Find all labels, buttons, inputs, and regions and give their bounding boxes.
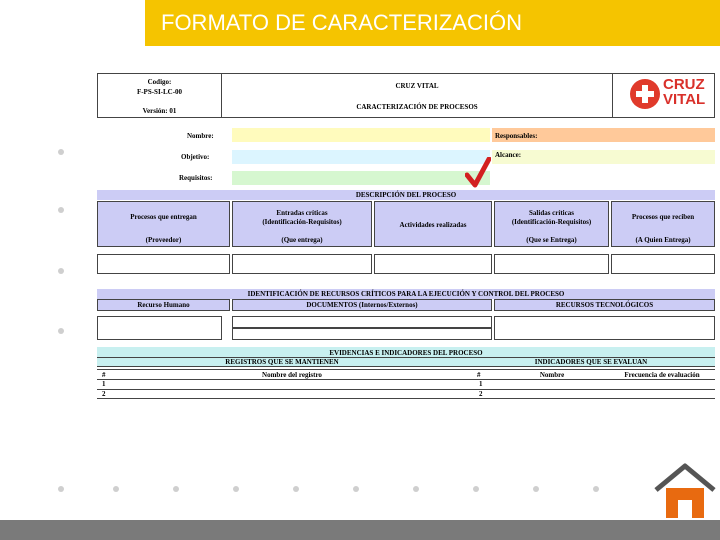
scope-field[interactable]: [492, 150, 715, 164]
suppliers-sub: (Proveedor): [145, 236, 182, 244]
decor-dot: [593, 486, 599, 492]
decor-dot: [413, 486, 419, 492]
requirements-field[interactable]: [232, 171, 490, 185]
inputs-cell[interactable]: [232, 254, 372, 274]
slide-title: FORMATO DE CARACTERIZACIÓN: [161, 10, 522, 35]
document-title: CARACTERIZACIÓN DE PROCESOS: [356, 103, 478, 111]
decor-dot: [58, 207, 64, 213]
evidence-row-divider: [97, 389, 715, 390]
decor-dot: [233, 486, 239, 492]
indicators-title: INDICADORES QUE SE EVALUAN: [534, 358, 648, 366]
outputs-subtitle: (Identificación-Requisitos): [511, 218, 592, 226]
register-row-1-num: 1: [102, 380, 106, 388]
outputs-title: Salidas críticas: [529, 209, 574, 217]
requirements-label: Requisitos:: [179, 174, 213, 182]
tech-resources-label: RECURSOS TECNOLÓGICOS: [555, 301, 654, 309]
title-bar: [145, 0, 720, 46]
customers-cell[interactable]: [611, 254, 715, 274]
register-hash-header: #: [102, 371, 106, 379]
outputs-sub: (Que se Entrega): [526, 236, 577, 244]
frequency-header: Frecuencia de evaluación: [624, 371, 700, 379]
cross-logo-icon: [630, 79, 660, 109]
inputs-subtitle: (Identificación-Requisitos): [262, 218, 342, 226]
human-resource-label: Recurso Humano: [137, 301, 190, 309]
decor-dot: [113, 486, 119, 492]
responsible-label: Responsables:: [495, 132, 538, 140]
evidence-row-divider: [97, 379, 715, 380]
logo-text-2: VITAL: [663, 91, 706, 108]
decor-dot: [58, 149, 64, 155]
customers-sub: (A Quien Entrega): [635, 236, 691, 244]
tech-resources-cell[interactable]: [494, 316, 715, 340]
suppliers-cell[interactable]: [97, 254, 230, 274]
checkmark-icon: [465, 157, 491, 189]
activities-title: Actividades realizadas: [399, 221, 467, 229]
decor-dot: [58, 328, 64, 334]
register-row-2-num: 2: [102, 390, 106, 398]
suppliers-title: Procesos que entregan: [130, 213, 197, 221]
indicator-row-1-num: 1: [479, 380, 483, 388]
documents-cell-2[interactable]: [232, 328, 492, 340]
human-resource-cell[interactable]: [97, 316, 222, 340]
decor-dot: [58, 268, 64, 274]
decor-dot: [293, 486, 299, 492]
name-field[interactable]: [232, 128, 490, 142]
decor-dot: [58, 486, 64, 492]
outputs-cell[interactable]: [494, 254, 609, 274]
logo-text-1: CRUZ: [663, 76, 705, 93]
footer-bar: [0, 520, 720, 540]
characterization-form: [97, 73, 715, 403]
resources-title: IDENTIFICACIÓN DE RECURSOS CRÍTICOS PARA LA EJECUCIÓN Y CONTROL DEL PROCESO: [247, 290, 565, 298]
documents-cell-1[interactable]: [232, 316, 492, 328]
inputs-sub: (Que entrega): [281, 236, 323, 244]
indicator-name-header: Nombre: [539, 371, 565, 379]
documents-label: DOCUMENTOS (Internos/Externos): [306, 301, 418, 309]
objective-field[interactable]: [232, 150, 490, 164]
indicator-hash-header: #: [477, 371, 481, 379]
evidence-title: EVIDENCIAS E INDICADORES DEL PROCESO: [329, 349, 483, 357]
registers-title: REGISTROS QUE SE MANTIENEN: [225, 358, 339, 366]
version-label: Versión: 01: [142, 107, 177, 115]
code-value: F-PS-SI-LC-00: [136, 88, 183, 96]
decor-dot: [533, 486, 539, 492]
indicator-row-2-num: 2: [479, 390, 483, 398]
name-label: Nombre:: [187, 132, 214, 140]
decor-dot: [173, 486, 179, 492]
register-name-header: Nombre del registro: [262, 371, 322, 379]
home-icon[interactable]: [652, 462, 718, 520]
inputs-title: Entradas críticas: [276, 209, 328, 217]
scope-label: Alcance:: [495, 151, 522, 159]
org-name: CRUZ VITAL: [395, 82, 439, 90]
decor-dot: [353, 486, 359, 492]
code-label: Codigo:: [147, 78, 172, 86]
customers-title: Procesos que reciben: [631, 213, 695, 221]
decor-dot: [473, 486, 479, 492]
description-title: DESCRIPCIÓN DEL PROCESO: [355, 191, 457, 199]
activities-cell[interactable]: [374, 254, 492, 274]
objective-label: Objetivo:: [181, 153, 210, 161]
